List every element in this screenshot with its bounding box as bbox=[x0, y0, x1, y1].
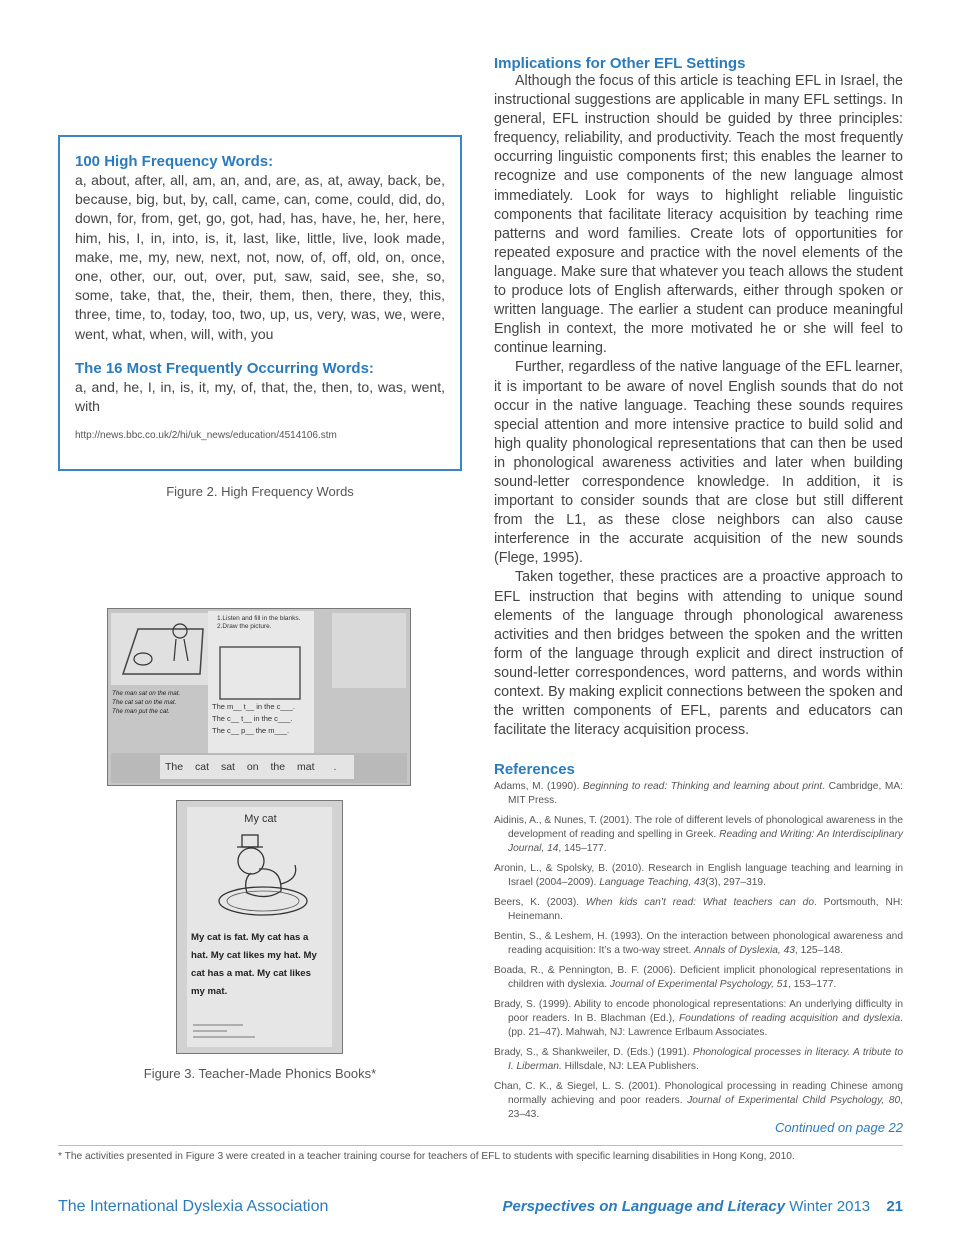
fill-blank-line: The m__ t__ in the c___. bbox=[212, 702, 295, 711]
word-card: cat bbox=[195, 761, 210, 773]
figure-3-caption: Figure 3. Teacher-Made Phonics Books* bbox=[143, 1066, 377, 1081]
reference-item: Adams, M. (1990). Beginning to read: Thinking and learning about print. Cambridge, MA: MIT Press. bbox=[494, 781, 903, 806]
reference-item: Chan, C. K., & Siegel, L. S. (2001). Phonological processing in reading Chinese among normally achieving and poor readers. Journal of Experimental Child Psychology, 80, 23–43. bbox=[494, 1081, 903, 1120]
word-card: The bbox=[165, 761, 184, 773]
word-card: on bbox=[246, 761, 259, 773]
implications-paragraph: Although the focus of this article is teaching EFL in Israel, the instructional suggestions are applicable in many EFL settings. In general, EFL instruction should be guided by three principles: frequency, reliability, and productivity. Teach the most frequently occurring linguistic components first; this enables the learner to recognize and use components of the new language almost immediately. Look for ways to highlight reliable linguistic components that facilitate literacy acquisition by teaching rime patterns and word families. Create lots of opportunities for repeated exposure and practice with the novel elements of the language. Make sure that whatever you teach allows the student to produce lots of English afterwards, either through spoken or written language. The earlier a student can produce meaningful English in context, the more motivated he or she will feel to continue learning. bbox=[494, 73, 903, 357]
sentence-line: The man put the cat. bbox=[112, 708, 170, 715]
references-section bbox=[494, 761, 903, 1128]
footer-organization: The International Dyslexia Association bbox=[58, 1198, 329, 1215]
story-line: cat has a mat. My cat likes bbox=[191, 968, 311, 979]
implications-paragraph: Taken together, these practices are a proactive approach to EFL instruction that begins with attending to unique sound elements of the language through phonological awareness activities and then bridges between the spoken and the written form of the language through explicit and direct instruction of sound-letter correspondences, word patterns, and words within context. By making explicit connections between the spoken and the written components of EFL, parents and educators can facilitate the literacy acquisition process. bbox=[494, 569, 903, 739]
story-line: My cat is fat. My cat has a bbox=[191, 932, 309, 943]
footnote: * The activities presented in Figure 3 were created in a teacher training course for teachers of EFL to students with specific learning disabilities in Hong Kong, 2010. bbox=[58, 1151, 795, 1162]
footer-journal-info bbox=[502, 1198, 903, 1215]
reference-item: Aronin, L., & Spolsky, B. (2010). Research in English language teaching and learning in Israel (2004–2009). Language Teaching, 43(3), 297–319. bbox=[494, 863, 903, 888]
my-cat-book-photo bbox=[176, 800, 343, 1054]
reference-item: Brady, S., & Shankweiler, D. (Eds.) (1991). Phonological processes in literacy. A tribute to I. Liberman. Hillsdale, NJ: LEA Publishers. bbox=[494, 1047, 903, 1072]
implications-heading: Implications for Other EFL Settings bbox=[494, 55, 746, 72]
word-card: sat bbox=[220, 761, 235, 773]
reference-item: Beers, K. (2003). When kids can’t read: What teachers can do. Portsmouth, NH: Heinemann. bbox=[494, 897, 904, 922]
sentence-line: The man sat on the mat. bbox=[112, 690, 181, 697]
small-notes-scribble bbox=[193, 1021, 263, 1043]
reference-item: Boada, R., & Pennington, B. F. (2006). Deficient implicit phonological representations in children with dyslexia. Journal of Experimental Psychology, 51, 153–177. bbox=[494, 965, 903, 990]
source-url[interactable]: http://news.bbc.co.uk/2/hi/uk_news/education/4514106.stm bbox=[75, 430, 337, 442]
reference-item: Bentin, S., & Leshem, H. (1993). On the interaction between phonological awareness and reading acquisition: It’s a two-way street. Annals of Dyslexia, 43, 125–148. bbox=[494, 931, 903, 956]
page-number: 21 bbox=[886, 1198, 903, 1215]
cat-with-hat-drawing bbox=[207, 829, 317, 921]
word-card: the bbox=[270, 761, 286, 773]
story-line: my mat. bbox=[191, 986, 228, 997]
implications-section bbox=[494, 55, 903, 740]
reference-item: Brady, S. (1999). Ability to encode phonological representations: An underlying difficulty in poor readers. In B. Blachman (Ed.), Foundations of reading acquisition and dyslexia. (pp. 21–47). Mahwah, NJ: Lawrence Erlbaum Associates. bbox=[494, 999, 903, 1038]
hf-words-100: a, about, after, all, am, an, and, are, as, at, away, back, be, because, big, but, by, call, came, can, come, could, did, do, down, for, from, get, go, got, had, has, have, he, her, here, him, his, I, in, into, is, it, last, like, little, live, look made, make, me, my, new, next, not, now, of, off, old, on, once, one, other, our, out, over, put, saw, said, see, she, so, some, take, that, the, their, them, then, there, they, this, three, time, to, today, too, two, up, us, very, was, we, were, went, what, when, will, with, you bbox=[75, 172, 445, 342]
journal-title: Perspectives on Language and Literacy bbox=[502, 1198, 786, 1215]
footnote-divider bbox=[58, 1145, 903, 1146]
references-heading: References bbox=[494, 761, 575, 778]
continued-link[interactable]: Continued on page 22 bbox=[775, 1120, 903, 1135]
high-frequency-words-box bbox=[58, 135, 462, 471]
fill-blank-line: The c__ p__ the m___. bbox=[212, 726, 290, 735]
story-line: hat. My cat likes my hat. My bbox=[191, 950, 317, 961]
instruction-line: 1.Listen and fill in the blanks. bbox=[217, 615, 301, 622]
phonics-worksheet-photo bbox=[107, 608, 411, 786]
fill-blank-line: The c__ t__ in the c___. bbox=[212, 714, 293, 723]
figure-2-caption: Figure 2. High Frequency Words bbox=[166, 484, 354, 499]
word-card: mat bbox=[297, 761, 315, 773]
hf-heading-100: 100 High Frequency Words: bbox=[75, 153, 274, 170]
journal-issue: Winter 2013 bbox=[789, 1198, 871, 1215]
book-title: My cat bbox=[244, 813, 277, 825]
reference-item: Aidinis, A., & Nunes, T. (2001). The role of different levels of phonological awareness in the development of reading and spelling in Greek. Reading and Writing: An Interdisciplinary Journal, 14, 145–177. bbox=[494, 815, 903, 854]
word-card: . bbox=[333, 761, 337, 773]
hf-words-16: a, and, he, I, in, is, it, my, of, that, the, then, to, was, went, with bbox=[75, 378, 445, 415]
hf-heading-16: The 16 Most Frequently Occurring Words: bbox=[75, 359, 374, 377]
implications-paragraph: Further, regardless of the native language of the EFL learner, it is important to be aware of novel English sounds that do not occur in the native language. Teaching these sounds requires special attention and more intensive practice to build solid and high quality phonological representations that can then be used in phonological awareness activities and later when building sound-letter correspondence knowledge. In addition, it is important to consider sounds that are close but still different from the L1, as these close neighbors can also cause interference in the accurate acquisition of the new sounds (Flege, 1995). bbox=[494, 359, 903, 567]
sentence-line: The cat sat on the mat. bbox=[112, 699, 177, 706]
instruction-line: 2.Draw the picture. bbox=[217, 623, 272, 630]
